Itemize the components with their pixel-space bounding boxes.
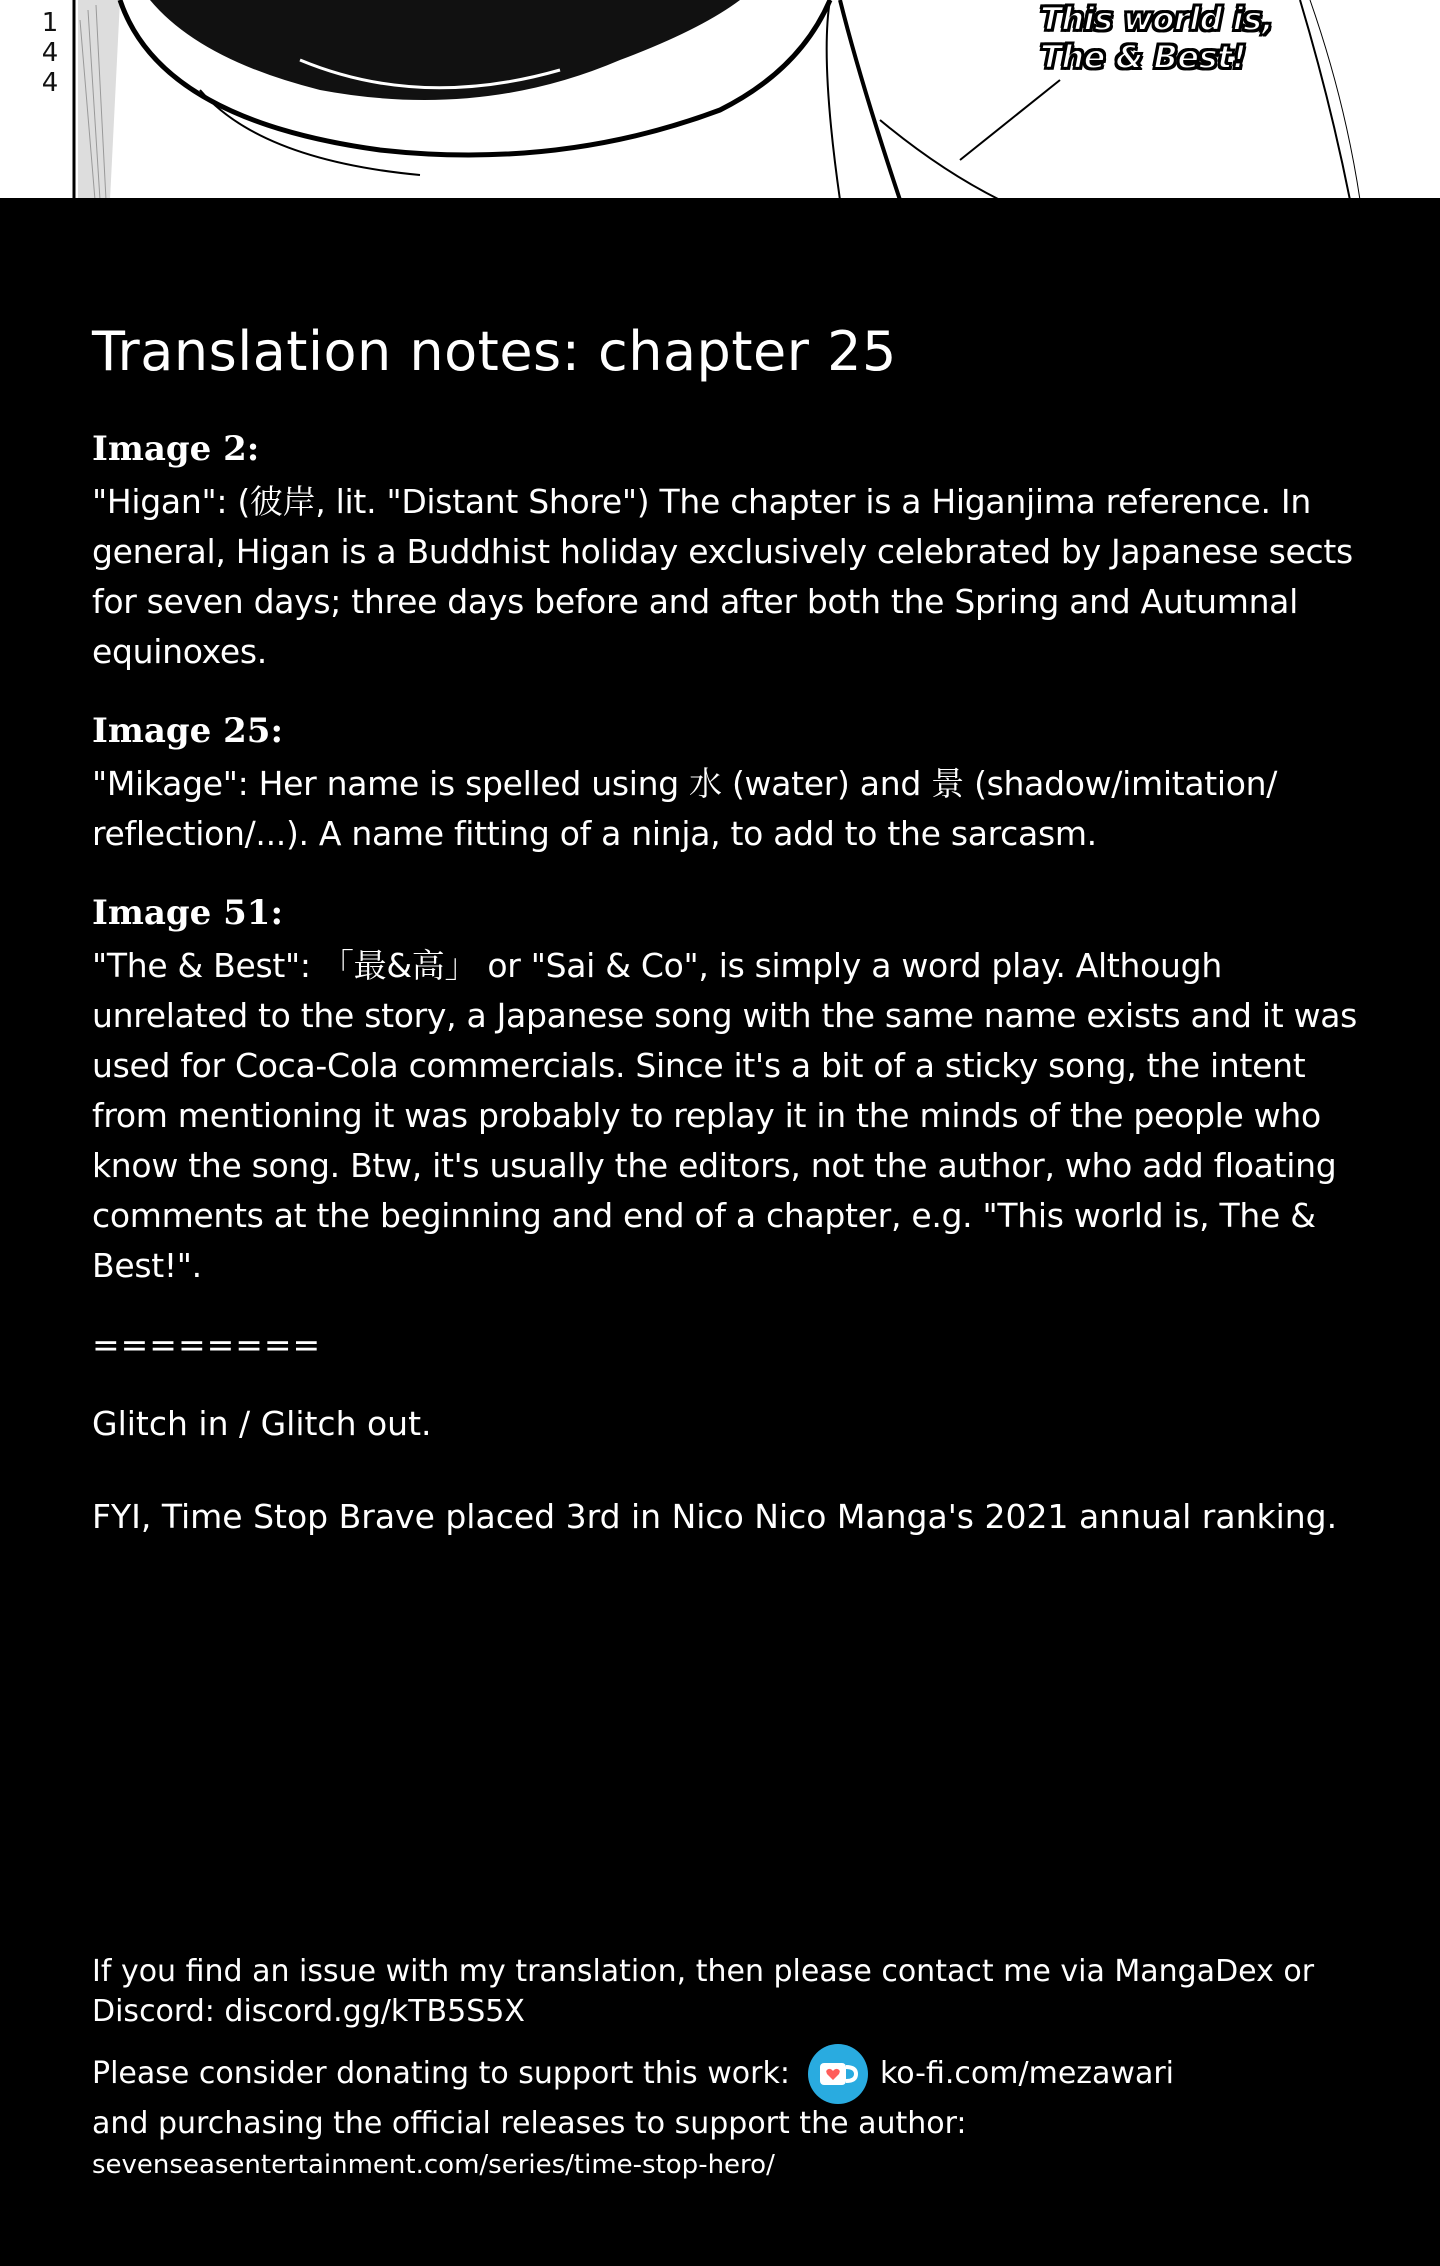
glitch-line: Glitch in / Glitch out. (92, 1404, 432, 1443)
note-body: "Mikage": Her name is spelled using 水 (water) and 景 (shadow/imitation/ reflection/...). A name fitting of a ninja, to add to the sarcasm. (92, 764, 1278, 853)
purchase-text (92, 2104, 1392, 2185)
kofi-cup-icon[interactable] (808, 2044, 868, 2104)
publisher-link[interactable]: sevenseasentertainment.com/series/time-stop-hero/ (92, 2150, 775, 2180)
note-item (92, 711, 1362, 859)
caption-line: This world is, (1040, 0, 1274, 38)
note-item (92, 429, 1362, 677)
kofi-link[interactable]: ko-fi.com/mezawari (879, 2056, 1174, 2091)
ranking-line: FYI, Time Stop Brave placed 3rd in Nico Nico Manga's 2021 annual ranking. (92, 1497, 1338, 1536)
manga-panel (0, 0, 1440, 200)
translation-notes (92, 320, 1362, 1590)
note-heading: Image 51: (92, 893, 284, 933)
footer (92, 1952, 1392, 2197)
note-body: "Higan": (彼岸, lit. "Distant Shore") The chapter is a Higanjima reference. In general, Higan is a Buddhist holiday exclusively celebrated by Japanese sects for seven days; three days before and after both the Spring and Autumnal equinoxes. (92, 482, 1353, 671)
caption-line: The & Best! (1040, 38, 1247, 76)
floating-caption (1040, 0, 1273, 76)
page-number: 144 (35, 8, 65, 98)
purchase-label: and purchasing the official releases to support the author: (92, 2106, 967, 2141)
notes-title: Translation notes: chapter 25 (92, 320, 897, 383)
donate-label: Please consider donating to support this work: (92, 2056, 790, 2091)
note-heading: Image 2: (92, 429, 260, 469)
note-heading: Image 25: (92, 711, 284, 751)
note-body: "The & Best": 「最&高」 or "Sai & Co", is simply a word play. Although unrelated to the story, a Japanese song with the same name exists and it was used for Coca-Cola commercials. Since it's a bit of a sticky song, the intent from mentioning it was probably to replay it in the minds of the people who know the song. Btw, it's usually the editors, not the author, who add floating comments at the beginning and end of a chapter, e.g. "This world is, The & Best!". (92, 946, 1358, 1285)
note-item (92, 893, 1362, 1291)
donate-row (92, 2044, 1392, 2104)
contact-text: If you find an issue with my translation, then please contact me via MangaDex or Discord: discord.gg/kTB5S5X (92, 1954, 1315, 2029)
divider: ======== (92, 1325, 322, 1364)
